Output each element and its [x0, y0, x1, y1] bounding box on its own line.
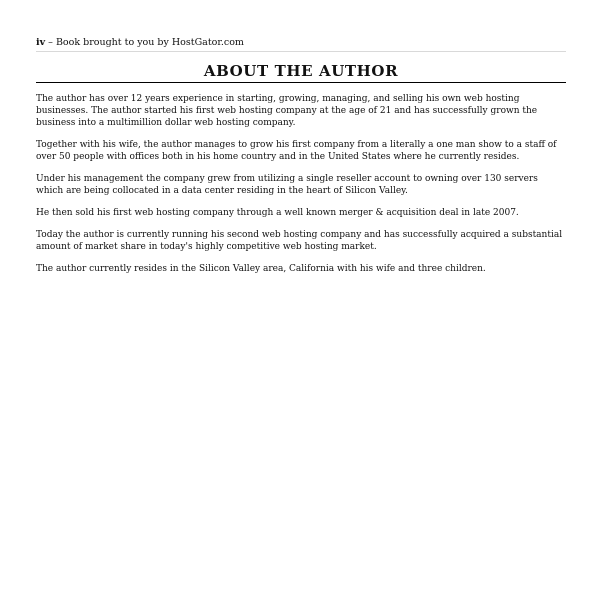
page-number: iv — [36, 37, 46, 48]
paragraph-servers: Under his management the company grew from utilizing a single reseller account to owning over 130 servers which are being collocated in a data center residing in the heart of Silicon Valley. — [36, 174, 538, 196]
paragraph-current: Today the author is currently running his second web hosting company and has successfully acquired a substantial amount of market share in today's highly competitive web hosting market. — [36, 230, 563, 252]
body-text — [36, 93, 564, 285]
header-separator: – — [45, 37, 56, 48]
title-divider — [36, 82, 566, 83]
section-title: ABOUT THE AUTHOR — [203, 62, 399, 80]
paragraph-growth: Together with his wife, the author manages to grow his first company from a literally a one man show to a staff of over 50 people with offices both in his home country and in the United States where he currently resides. — [36, 140, 557, 162]
paragraph-residence: The author currently resides in the Silicon Valley area, California with his wife and three children. — [36, 264, 486, 274]
running-header — [36, 36, 566, 49]
paragraph-sale: He then sold his first web hosting company through a well known merger & acquisition deal in late 2007. — [36, 208, 519, 218]
header-divider — [36, 51, 566, 52]
header-text: Book brought to you by HostGator.com — [55, 37, 244, 48]
paragraph-experience: The author has over 12 years experience in starting, growing, managing, and selling his own web hosting businesses. The author started his first web hosting company at the age of 21 and has successfully grown the business into a multimillion dollar web hosting company. — [36, 94, 538, 128]
